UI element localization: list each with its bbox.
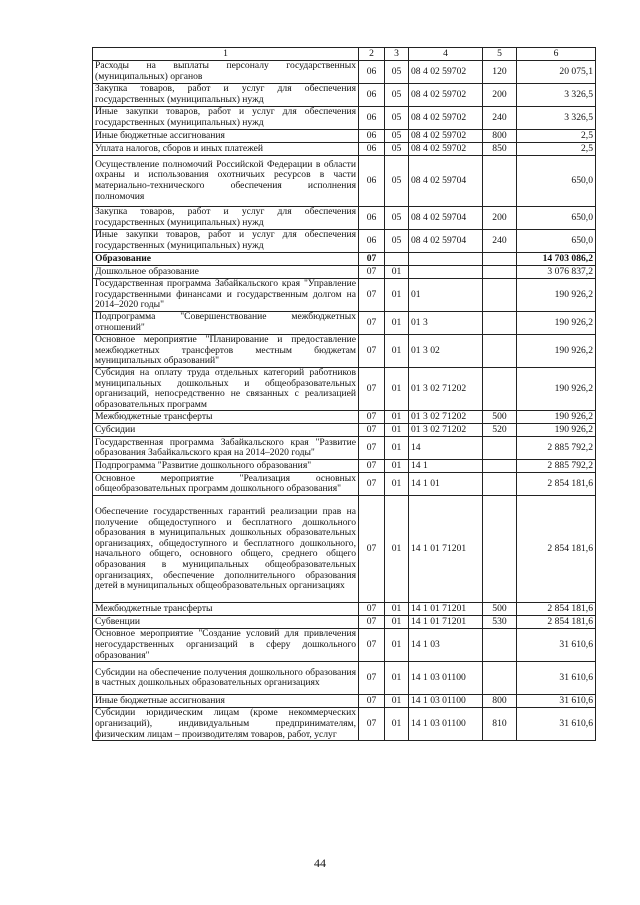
row-name-cell: Субсидии — [93, 424, 359, 437]
target-article-cell: 14 1 03 — [409, 629, 483, 662]
target-article-cell: 14 1 01 71201 — [409, 616, 483, 629]
table-row — [93, 368, 596, 411]
expense-type-cell — [483, 629, 517, 662]
section-code-cell: 07 — [359, 629, 385, 662]
section-code-cell: 07 — [359, 662, 385, 695]
subsection-code-cell: 01 — [385, 368, 409, 411]
expense-type-cell: 530 — [483, 616, 517, 629]
header-cell: 6 — [517, 48, 596, 61]
target-article-cell: 14 1 01 71201 — [409, 603, 483, 616]
subsection-code-cell: 01 — [385, 460, 409, 473]
amount-cell: 190 926,2 — [517, 312, 596, 335]
budget-table-body — [93, 48, 596, 741]
subsection-code-cell: 01 — [385, 616, 409, 629]
section-code-cell: 07 — [359, 411, 385, 424]
target-article-cell: 08 4 02 59702 — [409, 84, 483, 107]
target-article-cell: 14 — [409, 437, 483, 460]
subsection-code-cell: 05 — [385, 156, 409, 207]
table-row — [93, 143, 596, 156]
row-name-cell: Основное мероприятие "Планирование и предоставление межбюджетных трансфертов местным бюджетам муниципальных образований" — [93, 335, 359, 368]
section-code-cell: 06 — [359, 84, 385, 107]
table-row — [93, 437, 596, 460]
table-row — [93, 629, 596, 662]
target-article-cell — [409, 266, 483, 279]
amount-cell: 2 854 181,6 — [517, 603, 596, 616]
target-article-cell: 08 4 02 59702 — [409, 130, 483, 143]
table-row — [93, 279, 596, 312]
section-code-cell: 07 — [359, 496, 385, 603]
row-name-cell: Основное мероприятие "Реализация основных общеобразовательных программ дошкольного образования" — [93, 473, 359, 496]
row-name-cell: Подпрограмма "Совершенствование межбюджетных отношений" — [93, 312, 359, 335]
row-name-cell: Иные бюджетные ассигнования — [93, 130, 359, 143]
expense-type-cell: 200 — [483, 207, 517, 230]
amount-cell: 190 926,2 — [517, 368, 596, 411]
table-header-row — [93, 48, 596, 61]
table-row — [93, 411, 596, 424]
target-article-cell: 08 4 02 59702 — [409, 107, 483, 130]
target-article-cell: 01 — [409, 279, 483, 312]
amount-cell: 190 926,2 — [517, 279, 596, 312]
target-article-cell: 08 4 02 59704 — [409, 207, 483, 230]
expense-type-cell: 500 — [483, 603, 517, 616]
expense-type-cell — [483, 253, 517, 266]
subsection-code-cell: 05 — [385, 84, 409, 107]
amount-cell: 2,5 — [517, 130, 596, 143]
subsection-code-cell: 01 — [385, 266, 409, 279]
amount-cell: 2,5 — [517, 143, 596, 156]
table-row — [93, 424, 596, 437]
target-article-cell: 01 3 — [409, 312, 483, 335]
target-article-cell: 14 1 03 01100 — [409, 708, 483, 741]
target-article-cell: 14 1 01 — [409, 473, 483, 496]
amount-cell: 650,0 — [517, 230, 596, 253]
table-row — [93, 266, 596, 279]
expense-type-cell: 240 — [483, 107, 517, 130]
amount-cell: 2 854 181,6 — [517, 473, 596, 496]
section-code-cell: 06 — [359, 107, 385, 130]
subsection-code-cell — [385, 253, 409, 266]
table-row — [93, 207, 596, 230]
subsection-code-cell: 01 — [385, 496, 409, 603]
amount-cell: 190 926,2 — [517, 335, 596, 368]
subsection-code-cell: 01 — [385, 411, 409, 424]
amount-cell: 31 610,6 — [517, 629, 596, 662]
subsection-code-cell: 01 — [385, 424, 409, 437]
header-cell: 4 — [409, 48, 483, 61]
section-code-cell: 06 — [359, 61, 385, 84]
target-article-cell: 01 3 02 71202 — [409, 411, 483, 424]
expense-type-cell — [483, 473, 517, 496]
header-cell: 2 — [359, 48, 385, 61]
subsection-code-cell: 01 — [385, 335, 409, 368]
subsection-code-cell: 01 — [385, 279, 409, 312]
subsection-code-cell: 01 — [385, 312, 409, 335]
expense-type-cell — [483, 368, 517, 411]
target-article-cell: 14 1 03 01100 — [409, 695, 483, 708]
amount-cell: 31 610,6 — [517, 695, 596, 708]
header-cell: 1 — [93, 48, 359, 61]
page-number: 44 — [314, 856, 326, 870]
row-name-cell: Субсидия на оплату труда отдельных категорий работников муниципальных дошкольных и общеобразовательных организаций, непосредственно не связанных с реализацией образовательных программ — [93, 368, 359, 411]
subsection-code-cell: 05 — [385, 107, 409, 130]
expense-type-cell — [483, 156, 517, 207]
expense-type-cell: 810 — [483, 708, 517, 741]
expense-type-cell — [483, 266, 517, 279]
amount-cell: 650,0 — [517, 156, 596, 207]
table-row — [93, 662, 596, 695]
section-code-cell: 07 — [359, 603, 385, 616]
section-code-cell: 07 — [359, 708, 385, 741]
table-row — [93, 603, 596, 616]
amount-cell: 14 703 086,2 — [517, 253, 596, 266]
row-name-cell: Подпрограмма "Развитие дошкольного образования" — [93, 460, 359, 473]
expense-type-cell — [483, 437, 517, 460]
section-code-cell: 07 — [359, 253, 385, 266]
section-code-cell: 07 — [359, 312, 385, 335]
expense-type-cell — [483, 312, 517, 335]
row-name-cell: Осуществление полномочий Российской Федерации в области охраны и использования охотничьих ресурсов в части материально-технического обеспечения исполнения полномочия — [93, 156, 359, 207]
row-name-cell: Закупка товаров, работ и услуг для обеспечения государственных (муниципальных) нужд — [93, 207, 359, 230]
section-code-cell: 06 — [359, 230, 385, 253]
table-row — [93, 130, 596, 143]
target-article-cell: 14 1 01 71201 — [409, 496, 483, 603]
expense-type-cell: 520 — [483, 424, 517, 437]
target-article-cell: 14 1 — [409, 460, 483, 473]
table-row — [93, 312, 596, 335]
table-row — [93, 460, 596, 473]
target-article-cell: 01 3 02 71202 — [409, 424, 483, 437]
amount-cell: 2 854 181,6 — [517, 496, 596, 603]
section-code-cell: 06 — [359, 130, 385, 143]
subsection-code-cell: 01 — [385, 603, 409, 616]
subsection-code-cell: 01 — [385, 695, 409, 708]
header-cell: 3 — [385, 48, 409, 61]
amount-cell: 190 926,2 — [517, 411, 596, 424]
row-name-cell: Субсидии юридическим лицам (кроме некоммерческих организаций), индивидуальным предпринимателям, физическим лицам – производителям товаров, работ, услуг — [93, 708, 359, 741]
section-code-cell: 07 — [359, 266, 385, 279]
subsection-code-cell: 01 — [385, 708, 409, 741]
target-article-cell: 01 3 02 71202 — [409, 368, 483, 411]
expense-type-cell — [483, 496, 517, 603]
target-article-cell: 01 3 02 — [409, 335, 483, 368]
header-cell: 5 — [483, 48, 517, 61]
subsection-code-cell: 05 — [385, 207, 409, 230]
amount-cell: 190 926,2 — [517, 424, 596, 437]
expense-type-cell: 850 — [483, 143, 517, 156]
table-row — [93, 708, 596, 741]
row-name-cell: Основное мероприятие "Создание условий для привлечения негосударственных организаций в сферу дошкольного образования" — [93, 629, 359, 662]
expense-type-cell: 120 — [483, 61, 517, 84]
expense-type-cell: 500 — [483, 411, 517, 424]
subsection-code-cell: 01 — [385, 473, 409, 496]
table-row — [93, 253, 596, 266]
table-row — [93, 107, 596, 130]
section-code-cell: 07 — [359, 460, 385, 473]
expense-type-cell: 800 — [483, 130, 517, 143]
table-row — [93, 84, 596, 107]
section-code-cell: 07 — [359, 335, 385, 368]
target-article-cell: 14 1 03 01100 — [409, 662, 483, 695]
amount-cell: 2 885 792,2 — [517, 437, 596, 460]
row-name-cell: Уплата налогов, сборов и иных платежей — [93, 143, 359, 156]
amount-cell: 650,0 — [517, 207, 596, 230]
table-row — [93, 496, 596, 603]
expense-type-cell: 240 — [483, 230, 517, 253]
expense-type-cell — [483, 662, 517, 695]
table-row — [93, 616, 596, 629]
target-article-cell: 08 4 02 59702 — [409, 61, 483, 84]
section-code-cell: 06 — [359, 207, 385, 230]
amount-cell: 2 885 792,2 — [517, 460, 596, 473]
subsection-code-cell: 05 — [385, 61, 409, 84]
table-row — [93, 335, 596, 368]
expense-type-cell — [483, 460, 517, 473]
table-row — [93, 61, 596, 84]
section-code-cell: 07 — [359, 279, 385, 312]
row-name-cell: Закупка товаров, работ и услуг для обеспечения государственных (муниципальных) нужд — [93, 84, 359, 107]
row-name-cell: Межбюджетные трансферты — [93, 411, 359, 424]
amount-cell: 20 075,1 — [517, 61, 596, 84]
table-row — [93, 695, 596, 708]
amount-cell: 3 326,5 — [517, 107, 596, 130]
row-name-cell: Субсидии на обеспечение получения дошкольного образования в частных дошкольных образовательных организациях — [93, 662, 359, 695]
section-code-cell: 06 — [359, 143, 385, 156]
section-code-cell: 06 — [359, 156, 385, 207]
table-row — [93, 230, 596, 253]
expense-type-cell: 200 — [483, 84, 517, 107]
row-name-cell: Расходы на выплаты персоналу государственных (муниципальных) органов — [93, 61, 359, 84]
section-code-cell: 07 — [359, 616, 385, 629]
subsection-code-cell: 01 — [385, 437, 409, 460]
row-name-cell: Государственная программа Забайкальского края "Развитие образования Забайкальского края на 2014–2020 годы" — [93, 437, 359, 460]
row-name-cell: Субвенции — [93, 616, 359, 629]
amount-cell: 3 076 837,2 — [517, 266, 596, 279]
subsection-code-cell: 05 — [385, 230, 409, 253]
target-article-cell: 08 4 02 59702 — [409, 143, 483, 156]
row-name-cell: Иные закупки товаров, работ и услуг для обеспечения государственных (муниципальных) нужд — [93, 230, 359, 253]
budget-table — [92, 47, 596, 741]
row-name-cell: Государственная программа Забайкальского края "Управление государственными финансами и государственным долгом на 2014–2020 годы" — [93, 279, 359, 312]
table-row — [93, 473, 596, 496]
section-code-cell: 07 — [359, 368, 385, 411]
expense-type-cell: 800 — [483, 695, 517, 708]
target-article-cell: 08 4 02 59704 — [409, 230, 483, 253]
row-name-cell: Образование — [93, 253, 359, 266]
row-name-cell: Межбюджетные трансферты — [93, 603, 359, 616]
expense-type-cell — [483, 335, 517, 368]
target-article-cell — [409, 253, 483, 266]
section-code-cell: 07 — [359, 437, 385, 460]
section-code-cell: 07 — [359, 695, 385, 708]
row-name-cell: Дошкольное образование — [93, 266, 359, 279]
row-name-cell: Иные бюджетные ассигнования — [93, 695, 359, 708]
section-code-cell: 07 — [359, 473, 385, 496]
amount-cell: 31 610,6 — [517, 708, 596, 741]
section-code-cell: 07 — [359, 424, 385, 437]
subsection-code-cell: 05 — [385, 130, 409, 143]
subsection-code-cell: 01 — [385, 662, 409, 695]
table-row — [93, 156, 596, 207]
subsection-code-cell: 01 — [385, 629, 409, 662]
row-name-cell: Обеспечение государственных гарантий реализации прав на получение общедоступного и бесплатного дошкольного образования в муниципальных дошкольных образовательных организациях, общедоступного и бесплатного дошкольного, начального общего, основного общего, среднего общего образования в муниципальных общеобразовательных организациях, обеспечение дополнительного образования детей в муниципальных общеобразовательных организациях — [93, 496, 359, 603]
amount-cell: 31 610,6 — [517, 662, 596, 695]
subsection-code-cell: 05 — [385, 143, 409, 156]
amount-cell: 3 326,5 — [517, 84, 596, 107]
expense-type-cell — [483, 279, 517, 312]
target-article-cell: 08 4 02 59704 — [409, 156, 483, 207]
row-name-cell: Иные закупки товаров, работ и услуг для обеспечения государственных (муниципальных) нужд — [93, 107, 359, 130]
amount-cell: 2 854 181,6 — [517, 616, 596, 629]
